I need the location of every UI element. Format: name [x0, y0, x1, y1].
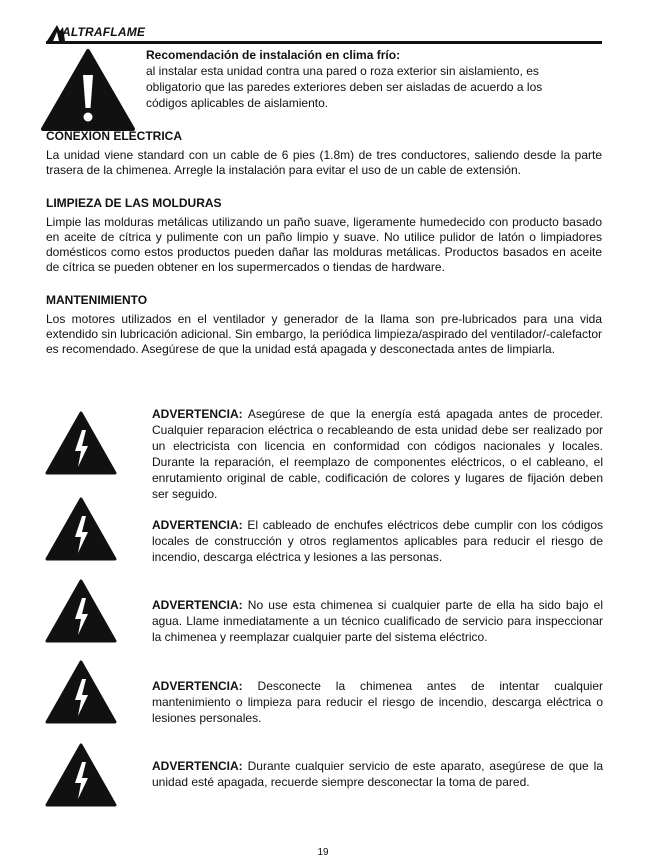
section-heading: CONEXIÓN ELÉCTRICA [46, 129, 183, 143]
caution-text: al instalar esta unidad contra una pared o roza exterior sin aislamiento, es obligatorio que las paredes exteriores deben ser aisladas de acuerdo a los códigos aplicables de aislamiento. [146, 64, 543, 110]
electrical-hazard-triangle-icon [44, 410, 118, 476]
section-text: La unidad viene standard con un cable de 6 pies (1.8m) de tres conductores, saliendo desde la parte trasera de la chimenea. Arregle la instalación para evitar el uso de un cable de extensión. [46, 148, 602, 177]
warning-label: ADVERTENCIA: [152, 518, 243, 532]
electrical-hazard-triangle-icon [44, 578, 118, 644]
cold-climate-caution [146, 47, 586, 111]
electrical-hazard-triangle-icon [44, 496, 118, 562]
page-header [46, 22, 602, 46]
warning-service [152, 758, 603, 790]
header-rule [46, 41, 602, 44]
warning-text: Durante cualquier servicio de este aparato, asegúrese de que la unidad esté apagada, recuerde siempre desconectar la toma de pared. [152, 759, 603, 789]
caution-title: Recomendación de instalación en clima frío: [146, 48, 401, 62]
warning-wiring-codes [152, 517, 603, 565]
warning-label: ADVERTENCIA: [152, 759, 243, 773]
warning-power-off [152, 406, 603, 502]
warning-text: Asegúrese de que la energía está apagada antes de proceder. Cualquier reparacion eléctrica o recableando de esta unidad debe ser realizado por un electricista con licencia en conformidad con códigos nacionales y locales. Durante la reparación, el reemplazo de componentes eléctricos, o el cableano, el enrutamiento original de cable, codificación de colores y lugares de fijación deben ser seguido. [152, 407, 603, 501]
warning-text: El cableado de enchufes eléctricos debe cumplir con los códigos locales de construcción y otros reglamentos aplicables para reducir el riesgo de incendio, descarga eléctrica y lesiones a las personas. [152, 518, 603, 564]
electrical-hazard-triangle-icon [44, 742, 118, 808]
warning-label: ADVERTENCIA: [152, 407, 243, 421]
brand-name: ALTRAFLAME [62, 25, 146, 39]
warning-text: No use esta chimenea si cualquier parte de ella ha sido bajo el agua. Llame inmediatamente a un técnico cualificado de servicio para inspeccionar la chimenea y reemplazar cualquier parte del sistema eléctrico. [152, 598, 603, 644]
electrical-hazard-triangle-icon [44, 659, 118, 725]
warning-disconnect [152, 678, 603, 726]
warning-text: Desconecte la chimenea antes de intentar cualquier mantenimiento o limpieza para reducir el riesgo de incendio, descarga eléctrica o lesiones personales. [152, 679, 603, 725]
section-text: Limpie las molduras metálicas utilizando un paño suave, ligeramente humedecido con producto basado en aceite de cítrica y pulimente con un paño limpio y suave. No utilice pulidor de latón o limpiadores domésticos como estos productos pueden dañar las molduras metálicas. Productos basados en aceite de cítrica se pueden obtener en los supermercados o tiendas de hardware. [46, 215, 602, 274]
section-heading: MANTENIMIENTO [46, 293, 148, 307]
warning-label: ADVERTENCIA: [152, 679, 243, 693]
section-heading: LIMPIEZA DE LAS MOLDURAS [46, 196, 222, 210]
section-text: Los motores utilizados en el ventilador y generador de la llama son pre-lubricados para una vida extendido sin lubricación adicional. Sin embargo, la periódica limpieza/aspirado del ventilador/-calefactor es recomendado. Asegúrese de que la unidad está apagada y desconectada antes de limpiarla. [46, 312, 602, 356]
exclamation-triangle-icon [40, 48, 136, 132]
section-electrical [46, 129, 602, 178]
warning-water-damage [152, 597, 603, 645]
warning-label: ADVERTENCIA: [152, 598, 243, 612]
page-number: 19 [317, 847, 329, 858]
section-maintenance [46, 293, 602, 357]
section-trim-cleaning [46, 196, 602, 275]
